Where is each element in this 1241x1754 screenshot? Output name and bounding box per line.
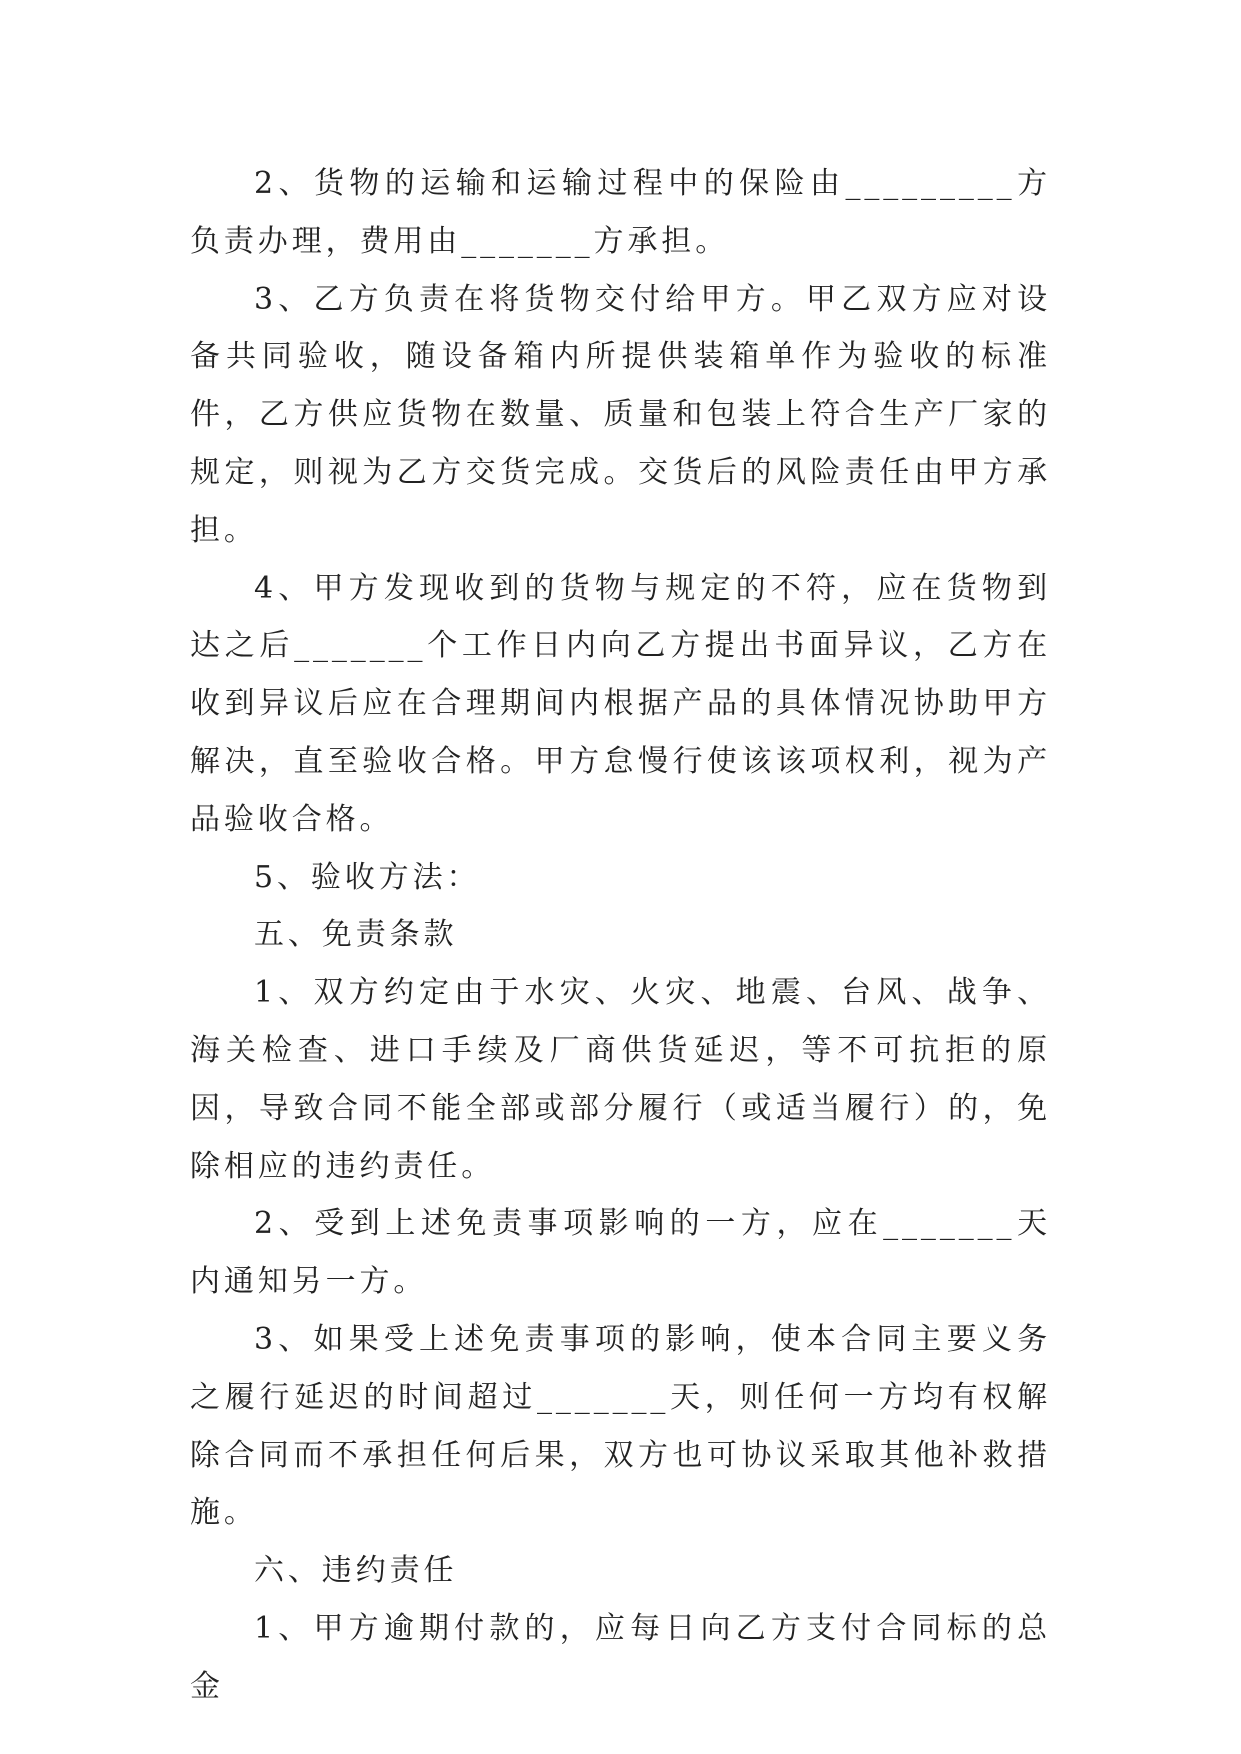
section-heading-exemption: 五、免责条款 <box>254 917 458 953</box>
clause-4-4-objection: 4、甲方发现收到的货物与规定的不符，应在货物到达之后_______个工作日内向乙方提出书面异议，乙方在收到异议后应在合理期间内根据产品的具体情况协助甲方解决，直至验收合格。甲方怠慢行使该该项权利，视为产品验收合格。 <box>190 570 1051 837</box>
clause-4-5-acceptance-method: 5、验收方法： <box>254 859 481 895</box>
clause-5-1-force-majeure: 1、双方约定由于水灾、火灾、地震、台风、战争、海关检查、进口手续及厂商供货延迟，等不可抗拒的原因，导致合同不能全部或部分履行（或适当履行）的，免除相应的违约责任。 <box>190 975 1051 1184</box>
clause-6-1-late-payment: 1、甲方逾期付款的，应每日向乙方支付合同标的总金 <box>190 1610 1051 1704</box>
clause-5-2-notice: 2、受到上述免责事项影响的一方，应在_______天内通知另一方。 <box>190 1206 1051 1300</box>
document-body <box>190 155 1051 1716</box>
clause-4-2-transport-insurance: 2、货物的运输和运输过程中的保险由_________方负责办理，费用由_______方承担。 <box>190 166 1051 259</box>
clause-4-3-delivery-acceptance: 3、乙方负责在将货物交付给甲方。甲乙双方应对设备共同验收，随设备箱内所提供装箱单作为验收的标准件，乙方供应货物在数量、质量和包装上符合生产厂家的规定，则视为乙方交货完成。交货后的风险责任由甲方承担。 <box>190 281 1051 548</box>
section-heading-liability: 六、违约责任 <box>254 1553 458 1589</box>
clause-5-3-termination: 3、如果受上述免责事项的影响，使本合同主要义务之履行延迟的时间超过_______天，则任何一方均有权解除合同而不承担任何后果，双方也可协议采取其他补救措施。 <box>190 1321 1051 1531</box>
